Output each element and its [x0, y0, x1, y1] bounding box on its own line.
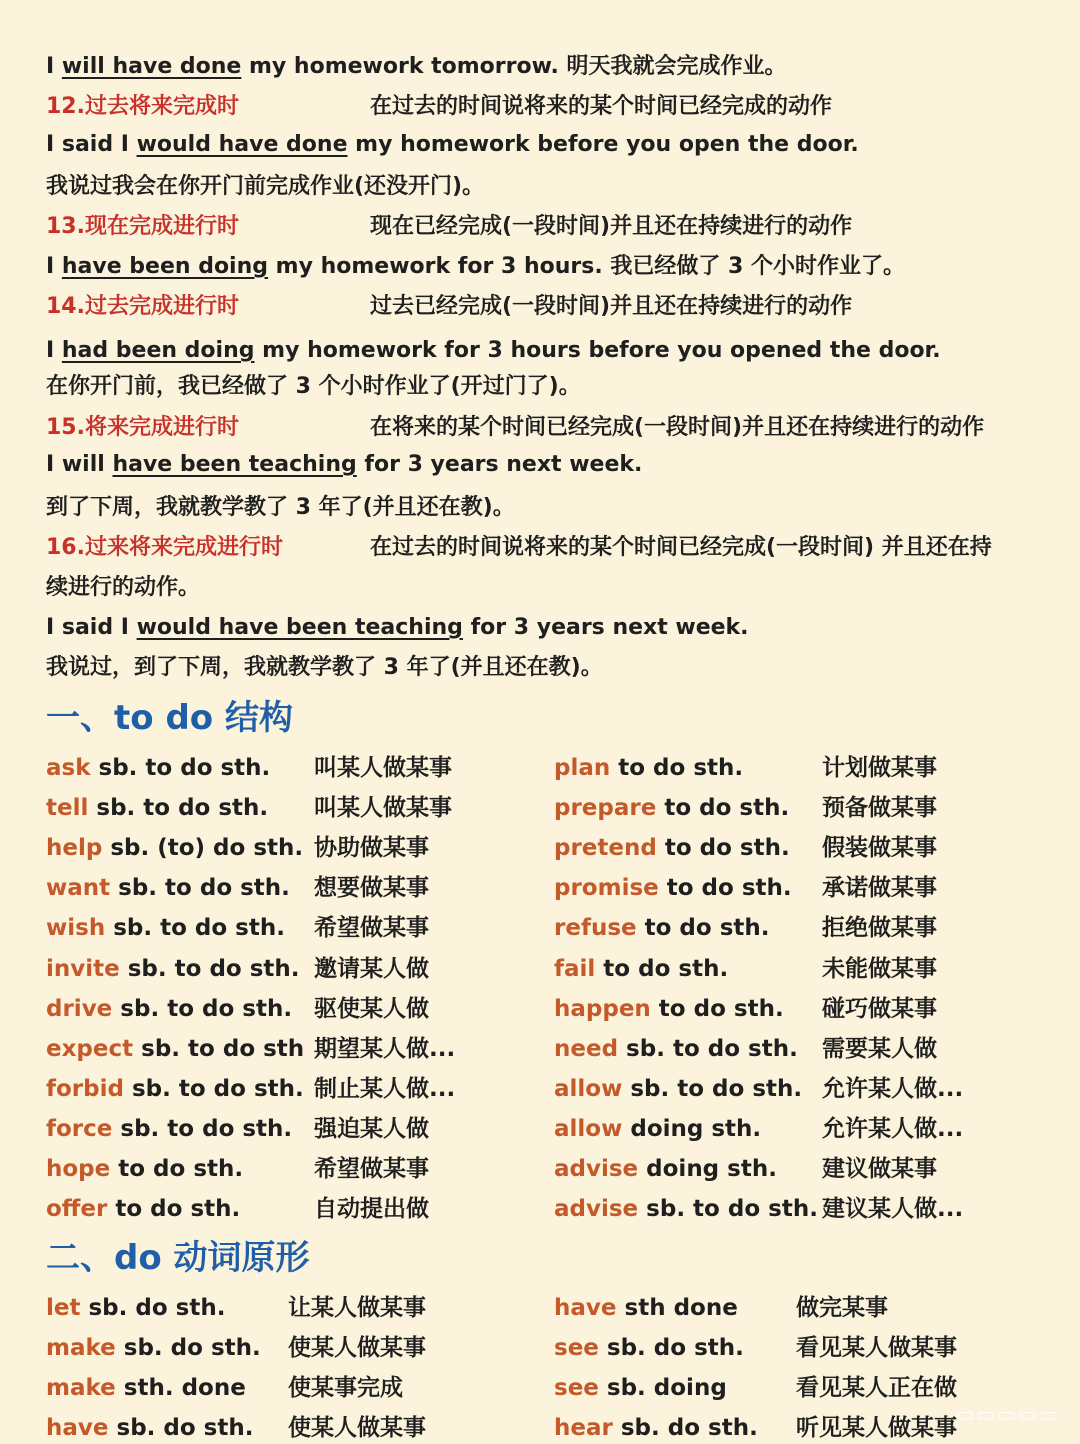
left-verb: tell: [46, 795, 89, 822]
left-meaning: 希望做某事: [314, 1156, 429, 1182]
right-pattern: sb. to do sth.: [638, 1196, 818, 1223]
text: I will: [46, 452, 113, 477]
phrase-row: [0, 1412, 1080, 1444]
left-phrase: [46, 1113, 292, 1145]
tense-description: 在过去的时间说将来的某个时间已经完成(一段时间) 并且还在持: [370, 535, 992, 560]
underlined-phrase: would have been teaching: [136, 615, 463, 640]
right-meaning: 看见某人正在做: [796, 1375, 957, 1401]
left-meaning: 使某人做某事: [288, 1415, 426, 1441]
right-verb: promise: [554, 875, 659, 902]
right-meaning: 计划做某事: [822, 755, 937, 781]
right-pattern: to do sth.: [636, 915, 770, 942]
right-meaning: 碰巧做某事: [822, 995, 937, 1022]
left-meaning: 叫某人做某事: [314, 755, 452, 781]
phrase-row: [0, 792, 1080, 824]
text: for 3 years next week.: [462, 615, 749, 640]
right-meaning: 看见某人做某事: [796, 1335, 957, 1361]
right-phrase: [554, 752, 743, 784]
right-phrase: [554, 1193, 818, 1225]
left-verb: have: [46, 1415, 109, 1441]
text: I said I: [46, 132, 137, 157]
right-phrase: [554, 993, 784, 1025]
tense-name: 16.过来将来完成进行时: [46, 535, 283, 560]
left-meaning: 强迫某人做: [314, 1115, 429, 1142]
text: I: [46, 54, 62, 79]
left-phrase: [46, 1332, 261, 1364]
left-meaning: 协助做某事: [314, 835, 429, 862]
right-meaning: 承诺做某事: [822, 875, 937, 902]
right-phrase: [554, 1332, 744, 1364]
left-phrase: [46, 912, 285, 944]
phrase-row: [0, 872, 1080, 904]
underlined-phrase: had been doing: [61, 338, 255, 363]
text: I: [46, 254, 62, 279]
phrase-row: [0, 953, 1080, 985]
tense-heading-12: [46, 93, 833, 121]
right-pattern: doing sth.: [638, 1156, 777, 1182]
right-verb: have: [554, 1295, 617, 1321]
phrase-row: [0, 912, 1080, 944]
right-verb: prepare: [554, 795, 657, 822]
left-verb: force: [46, 1115, 113, 1142]
left-verb: want: [46, 875, 111, 902]
left-meaning: 希望做某事: [314, 915, 429, 942]
left-phrase: [46, 1153, 243, 1185]
right-verb: need: [554, 1035, 619, 1062]
right-pattern: sb. to do sth.: [622, 1075, 803, 1102]
right-verb: allow: [554, 1115, 623, 1142]
right-phrase: [554, 912, 770, 944]
left-verb: offer: [46, 1196, 108, 1223]
right-meaning: 允许某人做...: [822, 1075, 964, 1102]
left-meaning: 期望某人做...: [314, 1035, 456, 1062]
left-meaning: 驱使某人做: [314, 995, 429, 1022]
right-pattern: sb. doing: [598, 1375, 727, 1401]
tense-description-continued: 续进行的动作。: [46, 575, 201, 600]
tense-heading-13: [46, 213, 853, 241]
left-verb: help: [46, 835, 103, 862]
left-verb: make: [46, 1335, 116, 1361]
translation-line: 我说过，到了下周，我就教学教了 3 年了(并且还在教)。: [46, 655, 603, 680]
right-pattern: sb. do sth.: [598, 1335, 744, 1361]
left-pattern: sb. to do sth.: [112, 995, 293, 1022]
underlined-phrase: have been teaching: [112, 452, 357, 477]
right-verb: fail: [554, 955, 596, 982]
tense-name: 13.现在完成进行时: [46, 214, 239, 239]
right-meaning: 预备做某事: [822, 795, 937, 822]
example-would-have-done: [46, 131, 859, 159]
left-pattern: sb. (to) do sth.: [102, 835, 304, 862]
left-meaning: 想要做某事: [314, 875, 429, 902]
right-phrase: [554, 1292, 738, 1324]
right-pattern: to do sth.: [656, 835, 790, 862]
right-meaning: 拒绝做某事: [822, 915, 937, 942]
phrase-row: [0, 1073, 1080, 1105]
left-verb: wish: [46, 915, 106, 942]
text: my homework for 3 hours. 我已经做了 3 个小时作业了。: [268, 254, 905, 279]
example-would-have-been-teaching: [46, 614, 749, 642]
underlined-phrase: will have done: [61, 54, 242, 79]
left-phrase: [46, 1412, 253, 1444]
right-pattern: to do sth.: [610, 755, 744, 781]
phrase-row: [0, 1153, 1080, 1185]
text: my homework before you open the door.: [347, 132, 859, 157]
left-verb: forbid: [46, 1075, 124, 1102]
tense-heading-16: [46, 534, 992, 562]
left-phrase: [46, 832, 303, 864]
right-phrase: [554, 1073, 802, 1105]
right-pattern: sb. do sth.: [612, 1415, 758, 1441]
tense-heading-14: [46, 293, 853, 321]
left-pattern: sb. do sth.: [115, 1335, 261, 1361]
underlined-phrase: have been doing: [61, 254, 269, 279]
right-phrase: [554, 1033, 798, 1065]
section-title-bare-infinitive: 二、do 动词原形: [46, 1238, 310, 1278]
right-verb: refuse: [554, 915, 637, 942]
phrase-row: [0, 1292, 1080, 1324]
example-will-have-done: [46, 53, 787, 81]
right-pattern: doing sth.: [622, 1115, 762, 1142]
right-verb: see: [554, 1335, 599, 1361]
left-pattern: sb. to do sth.: [88, 795, 269, 822]
left-meaning: 叫某人做某事: [314, 795, 452, 822]
left-phrase: [46, 1372, 246, 1404]
right-phrase: [554, 1113, 761, 1145]
right-meaning: 做完某事: [796, 1295, 888, 1321]
right-pattern: to do sth.: [595, 955, 729, 982]
right-verb: happen: [554, 995, 651, 1022]
phrase-row: [0, 752, 1080, 784]
left-phrase: [46, 1073, 304, 1105]
tense-description: 过去已经完成(一段时间)并且还在持续进行的动作: [370, 294, 853, 319]
left-meaning: 使某事完成: [288, 1375, 403, 1401]
right-meaning: 需要某人做: [822, 1035, 937, 1062]
right-verb: allow: [554, 1075, 623, 1102]
right-pattern: sb. to do sth.: [618, 1035, 798, 1062]
right-phrase: [554, 872, 792, 904]
left-pattern: sb. to do sth.: [90, 755, 271, 781]
example-will-have-been-teaching: [46, 451, 642, 479]
phrase-row: [0, 1033, 1080, 1065]
text: I: [46, 338, 62, 363]
text: I said I: [46, 615, 137, 640]
tense-name: 14.过去完成进行时: [46, 294, 239, 319]
left-pattern: sb. to do sth.: [123, 1075, 304, 1102]
left-verb: ask: [46, 755, 91, 781]
section-title-to-do: 一、to do 结构: [46, 698, 293, 738]
left-pattern: sb. do sth.: [80, 1295, 226, 1321]
right-meaning: 听见某人做某事: [796, 1415, 957, 1441]
left-verb: drive: [46, 995, 113, 1022]
right-verb: hear: [554, 1415, 613, 1441]
left-pattern: sb. do sth.: [108, 1415, 254, 1441]
right-meaning: 建议做某事: [822, 1156, 937, 1182]
translation-line: 我说过我会在你开门前完成作业(还没开门)。: [46, 174, 485, 199]
phrase-row: [0, 1193, 1080, 1225]
right-pattern: to do sth.: [650, 995, 784, 1022]
tense-description: 在过去的时间说将来的某个时间已经完成的动作: [370, 94, 833, 119]
left-meaning: 邀请某人做: [314, 955, 429, 982]
right-phrase: [554, 1412, 758, 1444]
watermark: ▭▭▭▭▭: [955, 1402, 1060, 1426]
left-pattern: sb. to do sth.: [110, 875, 290, 902]
left-phrase: [46, 1033, 304, 1065]
left-verb: hope: [46, 1156, 111, 1182]
text: for 3 years next week.: [356, 452, 643, 477]
right-pattern: to do sth.: [656, 795, 790, 822]
left-pattern: sth. done: [115, 1375, 246, 1401]
right-meaning: 建议某人做...: [822, 1196, 964, 1223]
left-verb: let: [46, 1295, 81, 1321]
translation-line: 到了下周，我就教学教了 3 年了(并且还在教)。: [46, 495, 515, 520]
left-verb: make: [46, 1375, 116, 1401]
example-have-been-doing: [46, 253, 905, 281]
tense-description: 在将来的某个时间已经完成(一段时间)并且还在持续进行的动作: [370, 415, 985, 440]
left-phrase: [46, 792, 268, 824]
left-pattern: sb. to do sth.: [119, 955, 300, 982]
tense-description: 现在已经完成(一段时间)并且还在持续进行的动作: [370, 214, 853, 239]
left-phrase: [46, 1292, 225, 1324]
right-meaning: 假装做某事: [822, 835, 937, 862]
left-phrase: [46, 953, 300, 985]
left-meaning: 让某人做某事: [288, 1295, 426, 1321]
text: my homework for 3 hours before you opened the door.: [254, 338, 941, 363]
left-phrase: [46, 752, 270, 784]
translation-line: 在你开门前，我已经做了 3 个小时作业了(开过门了)。: [46, 374, 581, 399]
right-verb: advise: [554, 1156, 639, 1182]
example-had-been-doing: [46, 337, 941, 365]
left-pattern: to do sth.: [110, 1156, 244, 1182]
left-verb: expect: [46, 1035, 134, 1062]
right-verb: see: [554, 1375, 599, 1401]
tense-name: 15.将来完成进行时: [46, 415, 239, 440]
left-meaning: 自动提出做: [314, 1196, 429, 1223]
phrase-row: [0, 993, 1080, 1025]
right-meaning: 允许某人做...: [822, 1115, 964, 1142]
phrase-row: [0, 832, 1080, 864]
phrase-row: [0, 1113, 1080, 1145]
right-phrase: [554, 953, 728, 985]
left-phrase: [46, 1193, 240, 1225]
left-meaning: 制止某人做...: [314, 1075, 456, 1102]
right-phrase: [554, 832, 790, 864]
left-phrase: [46, 993, 292, 1025]
tense-name: 12.过去将来完成时: [46, 94, 239, 119]
right-phrase: [554, 1153, 777, 1185]
right-pattern: to do sth.: [658, 875, 792, 902]
underlined-phrase: would have done: [136, 132, 348, 157]
right-meaning: 未能做某事: [822, 955, 937, 982]
phrase-row: [0, 1332, 1080, 1364]
text: my homework tomorrow. 明天我就会完成作业。: [241, 54, 787, 79]
phrase-row: [0, 1372, 1080, 1404]
left-pattern: sb. to do sth.: [105, 915, 285, 942]
left-phrase: [46, 872, 290, 904]
left-meaning: 使某人做某事: [288, 1335, 426, 1361]
right-verb: pretend: [554, 835, 657, 862]
right-verb: advise: [554, 1196, 639, 1223]
right-pattern: sth done: [616, 1295, 738, 1321]
right-phrase: [554, 1372, 727, 1404]
left-pattern: sb. to do sth: [133, 1035, 305, 1062]
left-pattern: to do sth.: [107, 1196, 241, 1223]
left-pattern: sb. to do sth.: [112, 1115, 293, 1142]
tense-heading-15: [46, 414, 985, 442]
right-phrase: [554, 792, 789, 824]
right-verb: plan: [554, 755, 611, 781]
left-verb: invite: [46, 955, 120, 982]
